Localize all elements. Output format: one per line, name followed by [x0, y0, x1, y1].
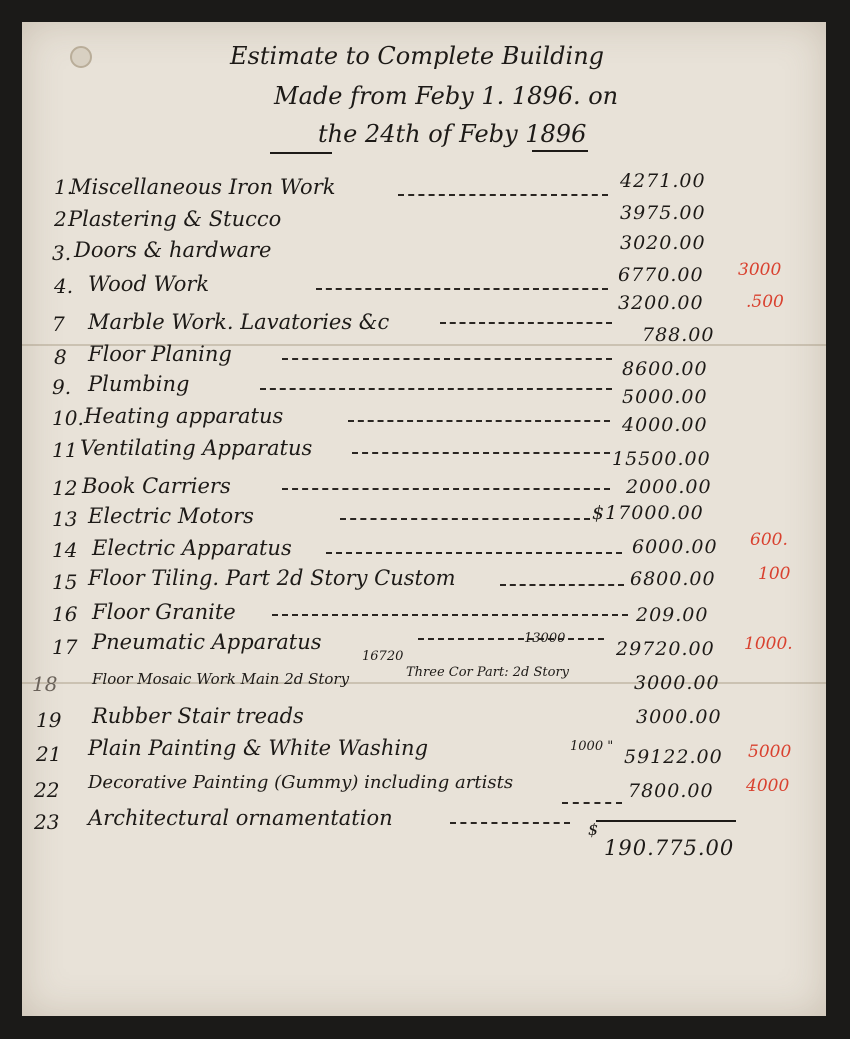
- leader-dashes: [326, 552, 622, 554]
- item-label: Pneumatic Apparatus: [92, 630, 322, 654]
- item-adjustment: 3000: [738, 260, 782, 280]
- leader-dashes: [282, 358, 612, 360]
- item-number: 3.: [52, 241, 72, 265]
- item-adjustment: 1000.: [744, 634, 793, 654]
- item-number: 2: [54, 207, 67, 231]
- item-amount: 59122.00: [624, 746, 723, 768]
- item-number: 1.: [54, 175, 74, 199]
- item-label: Plain Painting & White Washing: [88, 736, 429, 760]
- leader-dashes: [500, 584, 624, 586]
- item-amount: 3000.00: [636, 706, 722, 728]
- total-amount: 190.775.00: [604, 836, 735, 860]
- leader-dashes: [260, 388, 612, 390]
- item-number: 8: [54, 345, 67, 369]
- item-amount: 5000.00: [622, 386, 708, 408]
- item-amount: 6000.00: [632, 536, 718, 558]
- item-label: Floor Planing: [88, 342, 232, 366]
- item-label: Electric Apparatus: [92, 536, 292, 560]
- item-label: Rubber Stair treads: [92, 704, 304, 728]
- item-number: 14: [52, 538, 78, 562]
- item-label: Heating apparatus: [84, 404, 284, 428]
- item-label: Doors & hardware: [74, 238, 272, 262]
- item-amount: 3200.00: [618, 292, 704, 314]
- item-amount: 7800.00: [628, 780, 714, 802]
- item-number: 21: [36, 742, 62, 766]
- item-label: Ventilating Apparatus: [80, 436, 313, 460]
- margin-note: 1000 ": [570, 739, 614, 754]
- item-adjustment: .500: [746, 292, 784, 312]
- item-amount: 6770.00: [618, 264, 704, 286]
- leader-dashes: [316, 288, 608, 290]
- item-number: 18: [32, 672, 58, 696]
- margin-note: 16720: [362, 649, 404, 664]
- item-label: Architectural ornamentation: [88, 806, 393, 830]
- document-sheet: [22, 22, 826, 1016]
- item-number: 15: [52, 570, 78, 594]
- item-number: 11: [52, 438, 78, 462]
- item-amount: 29720.00: [616, 638, 715, 660]
- item-number: 19: [36, 708, 62, 732]
- item-label: Floor Granite: [92, 600, 236, 624]
- heading-underline: [270, 152, 332, 154]
- punch-hole: [70, 46, 92, 68]
- heading-line-1: Estimate to Complete Building: [230, 42, 605, 70]
- heading-line-3: the 24th of Feby 1896: [318, 120, 587, 148]
- heading-line-2: Made from Feby 1. 1896. on: [274, 82, 619, 110]
- item-amount: 4000.00: [622, 414, 708, 436]
- item-adjustment: 100: [758, 564, 791, 584]
- leader-dashes: [340, 518, 590, 520]
- item-label: Floor Tiling. Part 2d Story Custom: [88, 566, 456, 590]
- leader-dashes: [272, 614, 628, 616]
- item-amount: 209.00: [636, 604, 709, 626]
- item-amount: 15500.00: [612, 448, 711, 470]
- item-label: Plumbing: [88, 372, 190, 396]
- item-amount: 6800.00: [630, 568, 716, 590]
- item-number: 9.: [52, 375, 72, 399]
- item-number: 17: [52, 635, 78, 659]
- item-adjustment: 5000: [748, 742, 792, 762]
- heading-underline: [532, 150, 588, 152]
- item-label: Wood Work: [88, 272, 210, 296]
- item-number: 23: [34, 810, 60, 834]
- item-amount: $17000.00: [592, 502, 704, 524]
- item-number: 22: [34, 778, 60, 802]
- leader-dashes: [450, 822, 570, 824]
- leader-dashes: [352, 452, 610, 454]
- item-label: Miscellaneous Iron Work: [70, 175, 336, 199]
- item-label: Floor Mosaic Work Main 2d Story: [92, 670, 350, 688]
- leader-dashes: [398, 194, 608, 196]
- item-amount: 788.00: [642, 324, 715, 346]
- leader-dashes: [348, 420, 610, 422]
- leader-dashes: [418, 638, 604, 640]
- leader-dashes: [562, 802, 622, 804]
- item-adjustment: 4000: [746, 776, 790, 796]
- margin-note: Three Cor Part: 2d Story: [406, 665, 570, 680]
- total-currency: $: [588, 820, 600, 839]
- total-rule: [596, 820, 736, 822]
- item-label: Plastering & Stucco: [68, 207, 282, 231]
- item-number: 12: [52, 476, 78, 500]
- item-label: Electric Motors: [88, 504, 254, 528]
- item-amount: 3975.00: [620, 202, 706, 224]
- item-amount: 3000.00: [634, 672, 720, 694]
- item-label: Decorative Painting (Gummy) including artists: [88, 772, 514, 793]
- margin-note: 13000: [524, 631, 566, 646]
- item-label: Marble Work. Lavatories &c: [88, 310, 390, 334]
- item-amount: 8600.00: [622, 358, 708, 380]
- item-number: 4.: [54, 274, 74, 298]
- leader-dashes: [282, 488, 610, 490]
- leader-dashes: [440, 322, 612, 324]
- item-amount: 2000.00: [626, 476, 712, 498]
- item-number: 16: [52, 602, 78, 626]
- item-label: Book Carriers: [82, 474, 231, 498]
- item-number: 13: [52, 507, 78, 531]
- item-number: 10.: [52, 406, 84, 430]
- item-adjustment: 600.: [750, 530, 788, 550]
- item-number: 7: [52, 312, 65, 336]
- item-amount: 3020.00: [620, 232, 706, 254]
- item-amount: 4271.00: [620, 170, 706, 192]
